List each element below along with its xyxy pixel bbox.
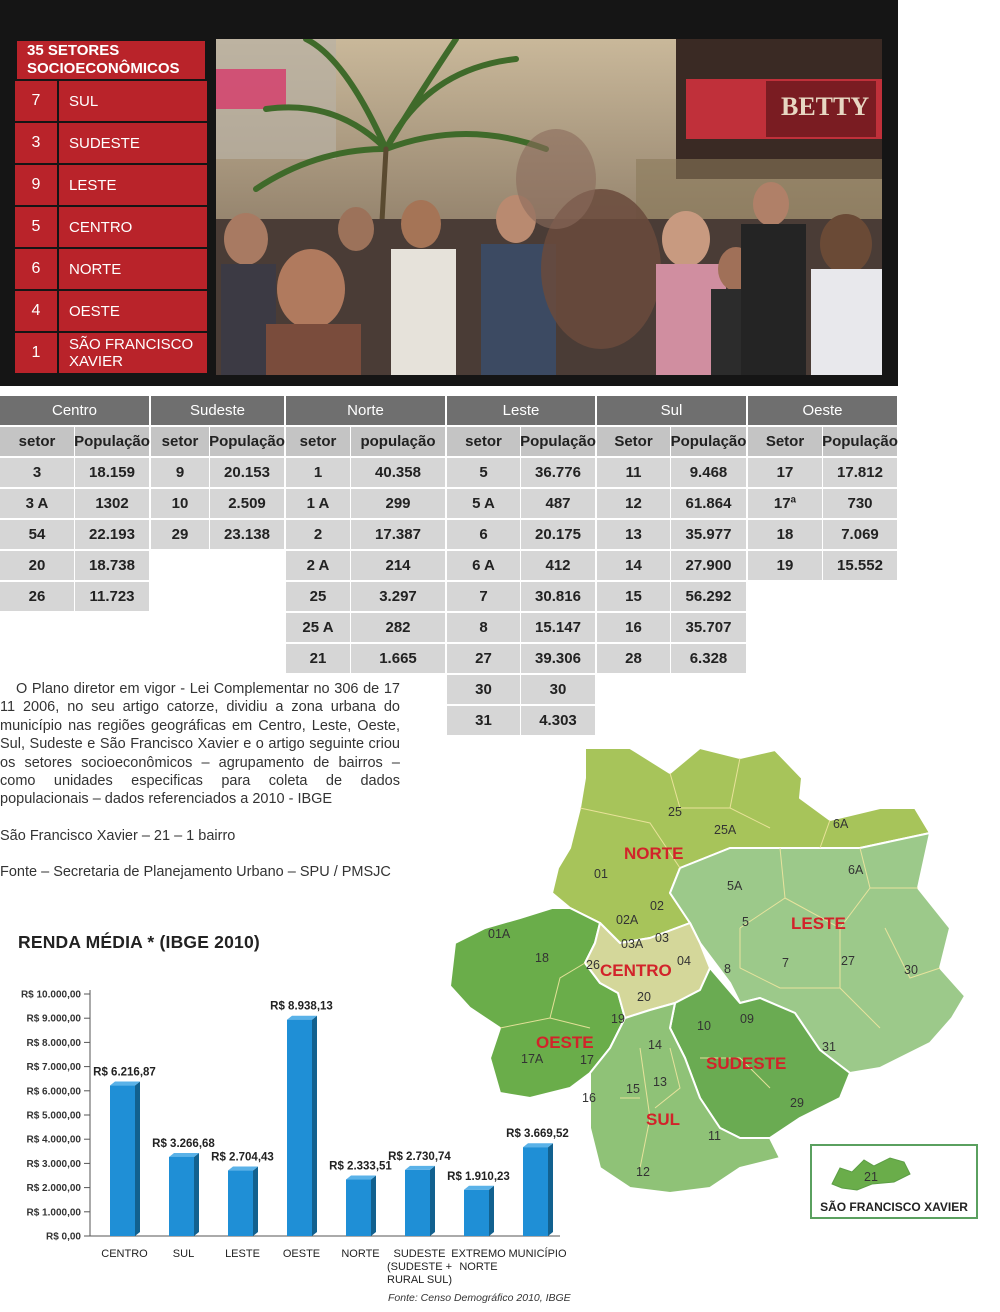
intro-paragraph: O Plano diretor em vigor - Lei Complementar no 306 de 17 11 2006, no seu artigo catorze, dividiu a zona urbana do município nas regiões geográficas em Centro, Leste, Oeste, Sul, Sudeste e São Francisco Xavier e o artigo seguinte criou os setores socioeconômicos – agrupamento de bairros – como unidades especificas para coleta de dados populacionais – dados referenciados a 2010 - IBGE [0,681,400,808]
map-sector-label: 12 [636,1165,650,1179]
sfx-sector-number: 21 [864,1170,878,1184]
summary-count: 7 [15,81,59,121]
map-region-label-norte: NORTE [624,844,684,863]
sector-cell: 31 [447,706,521,736]
x-category-label: SUDESTE [393,1248,446,1260]
y-tick-label: R$ 7.000,00 [26,1062,81,1074]
sector-cell: 25 [286,582,351,612]
population-cell: 2.509 [210,489,285,519]
sector-cell: 3 A [0,489,75,519]
street-crowd-photo [216,39,882,375]
sector-cell: 20 [0,551,75,581]
population-cell: 9.468 [671,458,747,488]
sfx-legend-box [810,1144,978,1219]
region-header: Norte [286,396,446,426]
population-cell: 730 [823,489,898,519]
y-tick-label: R$ 10.000,00 [20,989,81,1001]
summary-count: 6 [15,249,59,289]
map-sector-label: 29 [790,1096,804,1110]
region-header: Sul [597,396,747,426]
summary-count: 3 [15,123,59,163]
bar-top [287,1016,317,1020]
sector-cell: 21 [286,644,351,674]
sector-cell: 6 [447,520,521,550]
bar-side [312,1016,317,1236]
map-sector-label: 03 [655,931,669,945]
population-cell: 7.069 [823,520,898,550]
population-column-header: População [521,427,596,457]
population-column-header: População [75,427,150,457]
bar-value-label: R$ 2.704,43 [211,1151,274,1164]
setor-column-header: setor [0,427,75,457]
map-sector-label: 16 [582,1091,596,1105]
sector-cell: 28 [597,644,671,674]
bar-top [405,1166,435,1170]
map-region-label-centro: CENTRO [600,961,672,980]
map-sector-label: 17A [521,1052,544,1066]
y-tick-label: R$ 9.000,00 [26,1013,81,1025]
bar [228,1171,253,1236]
summary-label: LESTE [59,165,207,205]
map-region-label-sul: SUL [646,1110,680,1129]
summary-row [15,333,207,375]
population-cell: 282 [351,613,446,643]
summary-count: 9 [15,165,59,205]
population-cell: 39.306 [521,644,596,674]
sector-cell: 1 A [286,489,351,519]
map-sector-label: 27 [841,954,855,968]
summary-count: 4 [15,291,59,331]
sector-cell: 1 [286,458,351,488]
population-cell: 1.665 [351,644,446,674]
setor-column-header: setor [286,427,351,457]
region-header: Centro [0,396,150,426]
sector-cell: 12 [597,489,671,519]
sector-cell: 16 [597,613,671,643]
map-sector-label: 6A [833,817,849,831]
bar-value-label: R$ 6.216,87 [93,1066,156,1079]
region-header: Oeste [748,396,898,426]
bar [405,1170,430,1236]
map-sector-label: 5A [727,879,743,893]
map-sector-label: 04 [677,954,691,968]
sector-cell: 27 [447,644,521,674]
map-sector-label: 25A [714,823,737,837]
summary-row [15,249,207,291]
map-sector-label: 5 [742,915,749,929]
map-sector-label: 13 [653,1075,667,1089]
map-region-label-sudeste: SUDESTE [706,1054,787,1073]
population-cell: 35.977 [671,520,747,550]
map-sector-label: 10 [697,1019,711,1033]
setor-column-header: setor [151,427,210,457]
bar-top [169,1153,199,1157]
sector-cell: 5 A [447,489,521,519]
sector-cell: 13 [597,520,671,550]
map-sector-label: 14 [648,1038,662,1052]
population-column-header: População [210,427,285,457]
setor-column-header: setor [447,427,521,457]
map-sector-label: 20 [637,990,651,1004]
x-category-label: MUNICÍPIO [508,1248,567,1260]
bar [287,1020,312,1236]
sector-cell: 6 A [447,551,521,581]
population-cell: 15.147 [521,613,596,643]
bar-top [228,1167,258,1171]
bar-side [430,1166,435,1236]
summary-count: 5 [15,207,59,247]
x-category-label: NORTE [459,1261,498,1273]
summary-label: SUDESTE [59,123,207,163]
bar-top [110,1082,140,1086]
summary-count: 1 [15,333,59,373]
sector-summary-table [15,39,207,375]
population-cell: 6.328 [671,644,747,674]
sfx-note: São Francisco Xavier – 21 – 1 bairro [0,827,236,844]
population-cell: 4.303 [521,706,596,736]
sector-cell: 8 [447,613,521,643]
population-column-header: População [823,427,898,457]
setor-column-header: Setor [597,427,671,457]
chart-source: Fonte: Censo Demográfico 2010, IBGE [388,1292,571,1304]
population-cell: 214 [351,551,446,581]
bar [169,1157,194,1236]
bar [346,1180,371,1236]
bar-value-label: R$ 3.669,52 [506,1128,569,1141]
summary-row [15,291,207,333]
x-category-label: (SUDESTE + [386,1261,453,1273]
map-sector-label: 19 [611,1012,625,1026]
summary-label: NORTE [59,249,207,289]
y-tick-label: R$ 1.000,00 [26,1207,81,1219]
sector-cell: 14 [597,551,671,581]
population-cell: 20.175 [521,520,596,550]
sector-cell: 11 [597,458,671,488]
map-region-label-oeste: OESTE [536,1033,594,1052]
sector-cell: 3 [0,458,75,488]
bar-side [371,1176,376,1236]
sector-cell: 54 [0,520,75,550]
population-cell: 15.552 [823,551,898,581]
map-sector-label: 01 [594,867,608,881]
sector-cell: 30 [447,675,521,705]
population-cell: 1302 [75,489,150,519]
sector-map [440,728,980,1198]
map-sector-label: 25 [668,805,682,819]
sector-cell: 17ª [748,489,823,519]
bar-value-label: R$ 3.266,68 [152,1137,215,1150]
summary-row [15,207,207,249]
sector-cell: 18 [748,520,823,550]
sector-cell: 2 A [286,551,351,581]
y-tick-label: R$ 0,00 [45,1231,81,1243]
setor-column-header: Setor [748,427,823,457]
sector-cell: 17 [748,458,823,488]
bar-top [346,1176,376,1180]
sector-cell: 25 A [286,613,351,643]
map-sector-label: 11 [708,1129,721,1143]
bar-value-label: R$ 8.938,13 [270,1000,333,1013]
population-cell: 35.707 [671,613,747,643]
map-region-label-leste: LESTE [791,914,846,933]
population-cell: 3.297 [351,582,446,612]
population-cell: 299 [351,489,446,519]
y-tick-label: R$ 3.000,00 [26,1158,81,1170]
sector-cell: 26 [0,582,75,612]
map-sector-label: 8 [724,962,731,976]
map-sector-label: 09 [740,1012,754,1026]
map-sector-label: 18 [535,951,549,965]
map-sector-label: 15 [626,1082,640,1096]
bar [110,1086,135,1236]
bar-side [194,1153,199,1236]
x-category-label: OESTE [282,1248,321,1260]
population-cell: 22.193 [75,520,150,550]
population-cell: 11.723 [75,582,150,612]
summary-title: 35 SETORES SOCIOECONÔMICOS [15,39,207,81]
header-banner [0,0,898,386]
map-sector-label: 02A [616,913,639,927]
map-sector-label: 26 [586,958,600,972]
summary-label: OESTE [59,291,207,331]
region-header: Leste [447,396,596,426]
population-cell: 27.900 [671,551,747,581]
population-cell: 17.812 [823,458,898,488]
sfx-shape-icon [812,1146,980,1196]
region-header: Sudeste [151,396,285,426]
sector-cell: 15 [597,582,671,612]
summary-label: CENTRO [59,207,207,247]
population-cell: 17.387 [351,520,446,550]
bar-value-label: R$ 2.730,74 [388,1150,451,1163]
sector-cell: 9 [151,458,210,488]
text-block [0,680,400,882]
y-tick-label: R$ 8.000,00 [26,1037,81,1049]
x-category-label: CENTRO [101,1248,148,1260]
chart-title: RENDA MÉDIA * (IBGE 2010) [18,932,260,952]
population-cell: 30.816 [521,582,596,612]
population-cell: 18.738 [75,551,150,581]
population-cell: 20.153 [210,458,285,488]
population-cell: 30 [521,675,596,705]
sfx-legend-label: SÃO FRANCISCO XAVIER [820,1200,968,1214]
sector-cell: 10 [151,489,210,519]
summary-label: SUL [59,81,207,121]
y-tick-label: R$ 6.000,00 [26,1086,81,1098]
map-sector-label: 30 [904,963,918,977]
sector-cell: 29 [151,520,210,550]
map-sector-label: 31 [822,1040,836,1054]
bar-value-label: R$ 2.333,51 [329,1160,392,1173]
y-tick-label: R$ 2.000,00 [26,1183,81,1195]
sector-cell: 19 [748,551,823,581]
map-sector-label: 01A [488,927,511,941]
map-sector-label: 03A [621,937,644,951]
map-sector-label: 7 [782,956,789,970]
y-tick-label: R$ 4.000,00 [26,1134,81,1146]
population-cell: 23.138 [210,520,285,550]
x-category-label: LESTE [225,1248,260,1260]
population-cell: 40.358 [351,458,446,488]
bar-side [135,1082,140,1236]
population-cell: 36.776 [521,458,596,488]
x-category-label: NORTE [341,1248,380,1260]
population-cell: 412 [521,551,596,581]
bar-value-label: R$ 1.910,23 [447,1170,510,1183]
population-column-header: população [351,427,446,457]
population-cell: 487 [521,489,596,519]
y-tick-label: R$ 5.000,00 [26,1110,81,1122]
x-category-label: EXTREMO [451,1248,506,1260]
source-note: Fonte – Secretaria de Planejamento Urbano – SPU / PMSJC [0,864,391,881]
sector-cell: 5 [447,458,521,488]
sector-cell: 2 [286,520,351,550]
map-sector-label: 6A [848,863,864,877]
population-cell: 18.159 [75,458,150,488]
summary-row [15,81,207,123]
summary-label: SÃO FRANCISCO XAVIER [59,333,207,373]
population-column-header: População [671,427,747,457]
x-category-label: SUL [172,1248,195,1260]
summary-row [15,165,207,207]
bar-side [253,1167,258,1236]
map-sector-label: 17 [580,1053,594,1067]
population-cell: 61.864 [671,489,747,519]
map-sector-label: 02 [650,899,664,913]
population-cell: 56.292 [671,582,747,612]
shop-sign: BETTY [781,92,870,121]
summary-row [15,123,207,165]
x-category-label: RURAL SUL) [387,1274,452,1286]
sector-cell: 7 [447,582,521,612]
